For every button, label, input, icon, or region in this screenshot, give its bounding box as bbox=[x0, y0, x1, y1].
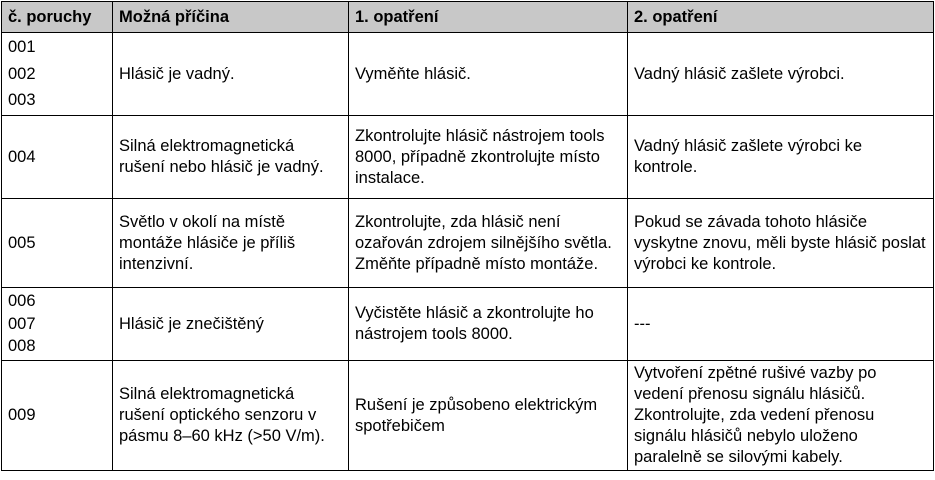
fault-code-cell bbox=[2, 116, 113, 199]
measure1-cell bbox=[349, 361, 628, 471]
measure2-text: Pokud se závada tohoto hlásiče vyskytne znovu, měli byste hlásič poslat výrobci ke kontrole. bbox=[634, 212, 926, 273]
fault-code: 003 bbox=[8, 91, 36, 109]
cause-text: Silná elektromagnetická rušení optického senzoru v pásmu 8–60 kHz (>50 V/m). bbox=[119, 385, 325, 445]
header-fault-number: č. poruchy bbox=[2, 2, 113, 33]
header-row bbox=[2, 2, 934, 33]
measure1-text: Rušení je způsobeno elektrickým spotřebičem bbox=[355, 395, 598, 435]
measure2-cell bbox=[628, 288, 934, 361]
measure2-text: Vadný hlásič zašlete výrobci. bbox=[634, 64, 845, 83]
measure2-cell bbox=[628, 361, 934, 471]
measure2-cell bbox=[628, 33, 934, 116]
measure2-text: Vytvoření zpětné rušivé vazby po vedení přenosu signálu hlásičů. Zkontrolujte, zda vedení přenosu signálu hlásičů nebylo uloženo paralelně se silovými kabely. bbox=[634, 364, 877, 466]
fault-code-cell bbox=[2, 288, 113, 361]
measure1-text: Vyměňte hlásič. bbox=[355, 64, 471, 83]
cause-cell bbox=[113, 361, 349, 471]
table-row bbox=[2, 33, 934, 116]
measure1-cell bbox=[349, 199, 628, 288]
cause-text: Hlásič je znečištěný bbox=[119, 314, 264, 333]
cause-text: Hlásič je vadný. bbox=[119, 64, 235, 83]
fault-code: 002 bbox=[8, 64, 36, 83]
cause-cell bbox=[113, 199, 349, 288]
fault-code: 006 bbox=[8, 292, 36, 310]
fault-code: 007 bbox=[8, 314, 36, 333]
measure1-text: Vyčistěte hlásič a zkontrolujte ho nástrojem tools 8000. bbox=[355, 304, 594, 343]
table-row bbox=[2, 361, 934, 471]
measure1-text: Zkontrolujte hlásič nástrojem tools 8000, případně zkontrolujte místo instalace. bbox=[355, 126, 605, 187]
measure2-cell bbox=[628, 116, 934, 199]
cause-text: Silná elektromagnetická rušení nebo hlásič je vadný. bbox=[119, 137, 324, 176]
measure2-text: --- bbox=[634, 314, 651, 333]
measure1-cell bbox=[349, 116, 628, 199]
header-possible-cause: Možná příčina bbox=[113, 2, 349, 33]
measure2-cell bbox=[628, 199, 934, 288]
header-second-measure: 2. opatření bbox=[628, 2, 934, 33]
fault-code-cell bbox=[2, 199, 113, 288]
fault-code: 001 bbox=[8, 38, 36, 56]
measure2-text: Vadný hlásič zašlete výrobci ke kontrole. bbox=[634, 137, 863, 176]
fault-code: 008 bbox=[8, 337, 36, 355]
measure1-cell bbox=[349, 33, 628, 116]
table-row bbox=[2, 116, 934, 199]
fault-code-cell bbox=[2, 33, 113, 116]
measure1-cell bbox=[349, 288, 628, 361]
fault-table bbox=[1, 1, 934, 471]
cause-text: Světlo v okolí na místě montáže hlásiče je příliš intenzivní. bbox=[119, 212, 296, 273]
fault-code: 004 bbox=[8, 147, 36, 166]
fault-code: 009 bbox=[8, 406, 36, 424]
fault-code-cell bbox=[2, 361, 113, 471]
header-first-measure: 1. opatření bbox=[349, 2, 628, 33]
measure1-text: Zkontrolujte, zda hlásič není ozařován zdrojem silnějšího světla. Změňte případně místo montáže. bbox=[355, 212, 612, 273]
cause-cell bbox=[113, 288, 349, 361]
fault-code: 005 bbox=[8, 233, 36, 252]
cause-cell bbox=[113, 33, 349, 116]
table-row bbox=[2, 199, 934, 288]
cause-cell bbox=[113, 116, 349, 199]
table-row bbox=[2, 288, 934, 361]
